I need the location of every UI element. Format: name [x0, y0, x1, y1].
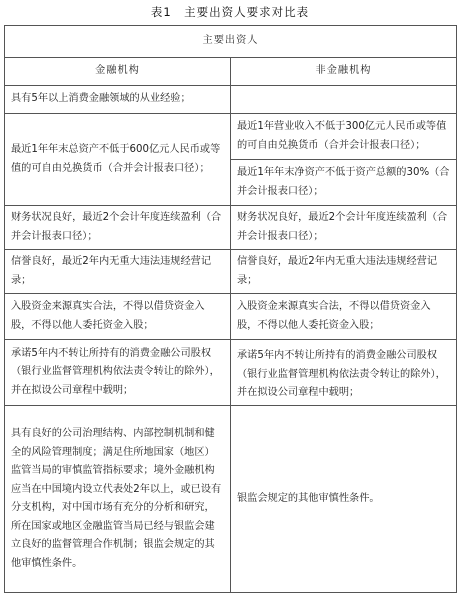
comparison-table	[4, 25, 457, 593]
table-row	[5, 250, 457, 294]
cell-nonfinancial-part: 最近1年营业收入不低于300亿元人民币或等值的可自由兑换货币（合并会计报表口径）；	[237, 121, 447, 151]
cell-financial: 信誉良好，最近2年内无重大违法违规经营记录；	[5, 250, 231, 294]
cell-financial: 具有5年以上消费金融领域的从业经验；	[5, 86, 231, 114]
cell-financial: 最近1年年末总资产不低于600亿元人民币或等值的可自由兑换货币（合并会计报表口径）；	[5, 114, 231, 206]
header-row-main	[5, 26, 457, 58]
cell-nonfinancial	[231, 86, 457, 114]
table-row	[5, 294, 457, 340]
header-financial-institution: 金融机构	[5, 58, 231, 86]
cell-financial: 财务状况良好，最近2个会计年度连续盈利（合并会计报表口径）；	[5, 206, 231, 250]
cell-nonfinancial: 信誉良好，最近2年内无重大违法违规经营记录；	[231, 250, 457, 294]
table-row	[5, 406, 457, 593]
cell-financial: 具有良好的公司治理结构、内部控制机制和健全的风险管理制度；满足住所地国家（地区）监管当局的审慎监管指标要求；境外金融机构应当在中国境内设立代表处2年以上，或已设有分支机构，对中国市场有充分的分析和研究，所在国家或地区金融监管当局已经与银监会建立良好的监督管理合作机制；银监会规定的其他审慎性条件。	[5, 406, 231, 593]
header-nonfinancial-institution: 非金融机构	[231, 58, 457, 86]
cell-financial: 入股资金来源真实合法，不得以借贷资金入股，不得以他人委托资金入股；	[5, 294, 231, 340]
table-row	[5, 206, 457, 250]
cell-nonfinancial-part: 最近1年年末净资产不低于资产总额的30%（合并会计报表口径）；	[231, 159, 456, 205]
cell-nonfinancial: 承诺5年内不转让所持有的消费金融公司股权（银行业监督管理机构依法责令转让的除外），并在拟设公司章程中载明；	[231, 340, 457, 406]
table-caption: 表1 主要出资人要求对比表	[150, 5, 310, 19]
table-row	[5, 86, 457, 114]
table-row	[5, 340, 457, 406]
header-main-investor: 主要出资人	[5, 26, 457, 58]
table-row	[5, 114, 457, 206]
cell-nonfinancial-split	[231, 114, 457, 206]
cell-nonfinancial: 银监会规定的其他审慎性条件。	[231, 406, 457, 593]
cell-nonfinancial: 财务状况良好，最近2个会计年度连续盈利（合并会计报表口径）；	[231, 206, 457, 250]
cell-financial: 承诺5年内不转让所持有的消费金融公司股权（银行业监督管理机构依法责令转让的除外），并在拟设公司章程中载明；	[5, 340, 231, 406]
header-row-columns	[5, 58, 457, 86]
cell-nonfinancial: 入股资金来源真实合法，不得以借贷资金入股，不得以他人委托资金入股；	[231, 294, 457, 340]
